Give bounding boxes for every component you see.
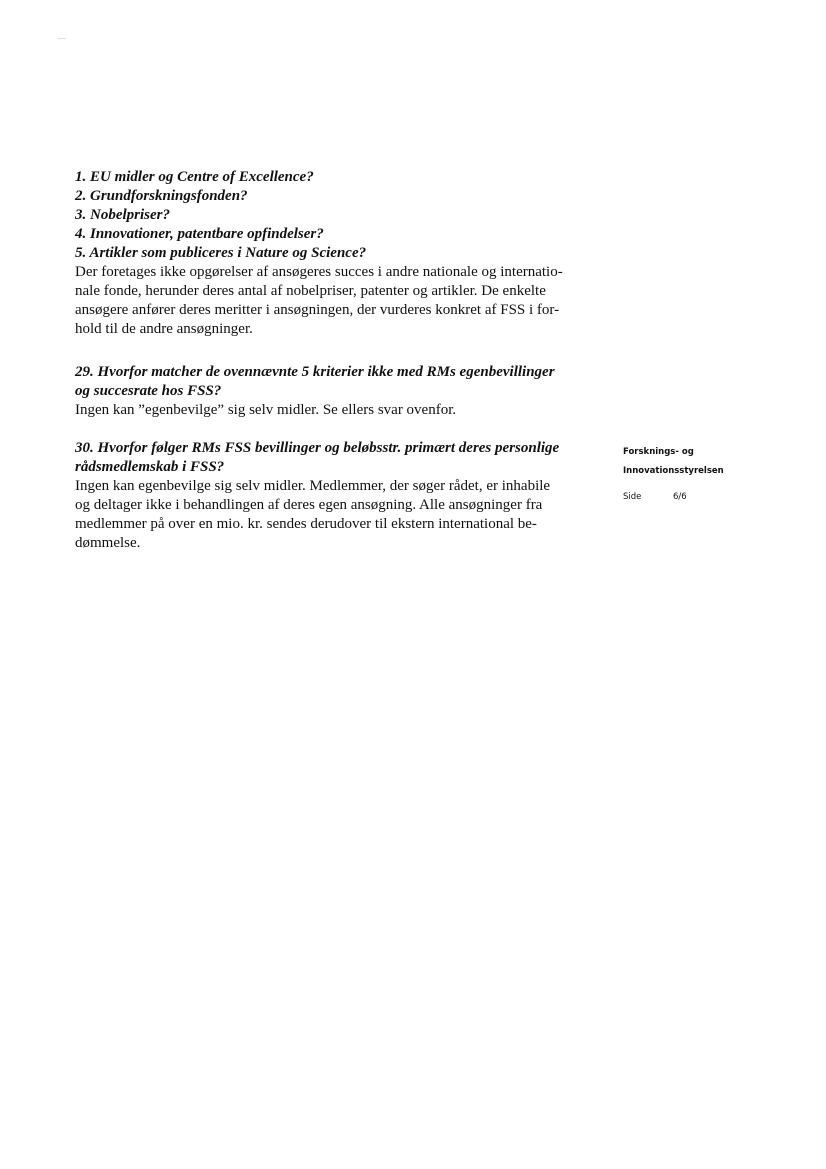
answer-1-5-line: nale fonde, herunder deres antal af nobelpriser, patenter og artikler. De enkelte: [75, 283, 546, 299]
question-29-block: [75, 363, 605, 420]
answer-1-5-line: Der foretages ikke opgørelser af ansøgeres succes i andre nationale og internatio-: [75, 264, 563, 280]
page-info: [623, 492, 823, 502]
question-1: 1. EU midler og Centre of Excellence?: [75, 169, 314, 185]
answer-1-5-line: ansøgere anfører deres meritter i ansøgningen, der vurderes konkret af FSS i for-: [75, 302, 560, 318]
question-5: 5. Artikler som publiceres i Nature og Science?: [75, 245, 367, 261]
answer-1-5-line: hold til de andre ansøgninger.: [75, 321, 253, 337]
question-30-block: [75, 439, 605, 553]
answer-30-line: dømmelse.: [75, 535, 141, 551]
question-29-line: og succesrate hos FSS?: [75, 383, 222, 399]
answer-30-line: Ingen kan egenbevilge sig selv midler. Medlemmer, der søger rådet, er inhabile: [75, 478, 551, 494]
scan-mark: [58, 38, 66, 39]
answer-30-line: og deltager ikke i behandlingen af deres egen ansøgning. Alle ansøgninger fra: [75, 497, 543, 513]
document-body: [75, 168, 605, 569]
question-2: 2. Grundforskningsfonden?: [75, 188, 248, 204]
question-30-line: rådsmedlemskab i FSS?: [75, 459, 225, 475]
answer-30-line: medlemmer på over en mio. kr. sendes derudover til ekstern international be-: [75, 516, 537, 532]
page-label: Side: [623, 492, 642, 502]
question-30-line: 30. Hvorfor følger RMs FSS bevillinger og beløbsstr. primært deres personlige: [75, 440, 560, 456]
page-number: 6/6: [673, 492, 687, 502]
sidebar: [623, 443, 823, 502]
org-name-line2: Innovationsstyrelsen: [623, 466, 724, 476]
questions-1-5-block: [75, 168, 605, 339]
question-3: 3. Nobelpriser?: [75, 207, 170, 223]
answer-29: Ingen kan ”egenbevilge” sig selv midler. Se ellers svar ovenfor.: [75, 402, 457, 418]
org-name-line1: Forsknings- og: [623, 447, 694, 457]
question-4: 4. Innovationer, patentbare opfindelser?: [75, 226, 324, 242]
question-29-line: 29. Hvorfor matcher de ovennævnte 5 kriterier ikke med RMs egenbevillinger: [75, 364, 555, 380]
